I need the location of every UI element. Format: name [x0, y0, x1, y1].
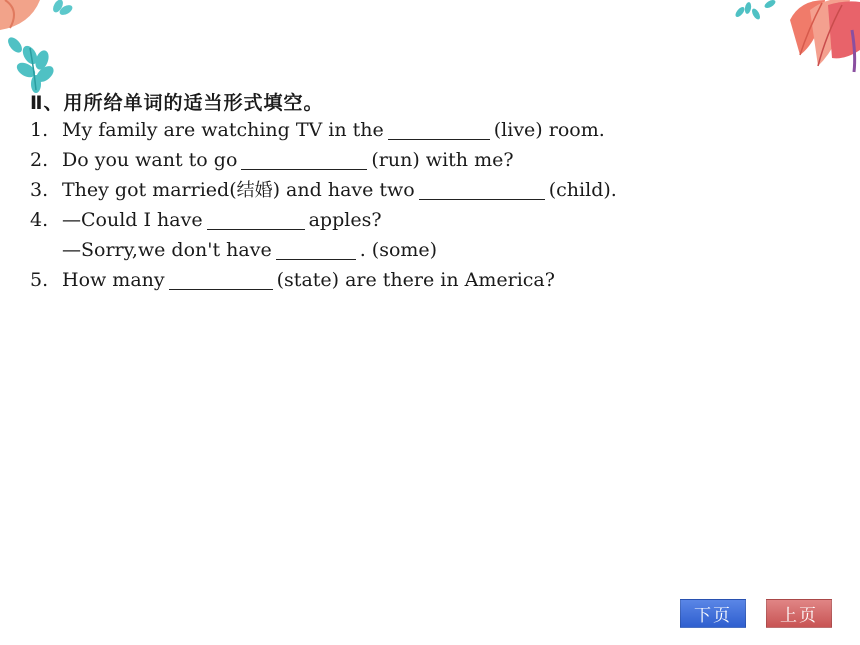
answer-blank[interactable]: [241, 149, 367, 170]
next-page-button[interactable]: 下页: [680, 599, 746, 628]
question-text: Do you want to go: [62, 149, 238, 171]
question-text: My family are watching TV in the: [62, 119, 384, 141]
question-text: —Sorry,we don't have: [62, 239, 272, 261]
question-text: (run) with me?: [371, 149, 514, 171]
question-4-response: [30, 238, 437, 262]
question-number: 2.: [30, 149, 49, 171]
answer-blank[interactable]: [419, 179, 545, 200]
question-number: 3.: [30, 179, 49, 201]
question-text: (child).: [548, 179, 617, 201]
previous-page-button[interactable]: 上页: [766, 599, 832, 628]
question-number: 5.: [30, 269, 49, 291]
question-number: 1.: [30, 119, 49, 141]
question-text: 结婚: [236, 180, 273, 201]
question-2: [30, 148, 514, 172]
question-3: [30, 178, 617, 203]
answer-blank[interactable]: [276, 239, 356, 260]
question-text: . (some): [359, 239, 438, 261]
question-text: They got married(: [62, 179, 237, 201]
question-text: (live) room.: [493, 119, 605, 141]
exercise-heading: Ⅱ、用所给单词的适当形式填空。: [30, 92, 324, 114]
question-1: [30, 118, 605, 142]
question-text: —Could I have: [62, 209, 203, 231]
question-number: 4.: [30, 209, 49, 231]
leaf-decoration-left: [0, 0, 80, 95]
question-5: [30, 268, 555, 292]
answer-blank[interactable]: [388, 119, 490, 140]
question-4: [30, 208, 382, 232]
question-text: ) and have two: [272, 179, 415, 201]
leaf-decoration-right: [730, 0, 860, 75]
question-text: How many: [62, 269, 165, 291]
question-text: apples?: [308, 209, 382, 231]
answer-blank[interactable]: [207, 209, 305, 230]
answer-blank[interactable]: [169, 269, 273, 290]
question-text: (state) are there in America?: [276, 269, 555, 291]
